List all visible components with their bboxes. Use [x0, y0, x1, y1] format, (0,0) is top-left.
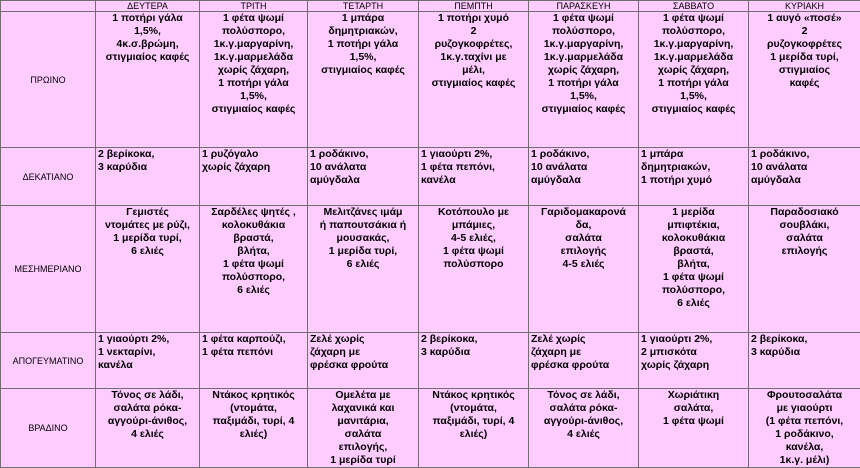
meal-cell: Ντάκος κρητικός (ντομάτα, παξιμάδι, τυρί, 4 ελιές) [200, 389, 308, 468]
meal-row-lunch [1, 206, 860, 333]
meal-cell: Φρουτοσαλάτα με γιαούρτι (1 φέτα πεπόνι, 1 ροδάκινο, κανέλα, 1κ.γ. μέλι) [749, 389, 860, 468]
meal-cell: Ντάκος κρητικός (ντομάτα, παξιμάδι, τυρί, 4 ελιές) [419, 389, 529, 468]
day-header-thursday: ΠΕΜΠΤΗ [419, 1, 529, 12]
meal-cell: 1 φέτα ψωμί πολύσπορο, 1κ.γ.μαργαρίνη, 1κ.γ.μαρμελάδα χωρίς ζάχαρη, 1 ποτήρι γάλα 1,5%, στιγμιαίος καφές [200, 12, 308, 148]
meal-cell: 1 φέτα καρπούζι, 1 φέτα πεπόνι [200, 333, 308, 389]
meal-cell: 1 ροδάκινο, 10 ανάλατα αμύγδαλα [749, 148, 860, 206]
meal-label: ΜΕΣΗΜΕΡΙΑΝΟ [1, 206, 96, 333]
meal-cell: Μελιτζάνες ιμάμ ή παπουτσάκια ή μουσακάς, 1 μερίδα τυρί, 6 ελιές [308, 206, 419, 333]
meal-cell: Ζελέ χωρίς ζάχαρη με φρέσκα φρούτα [529, 333, 639, 389]
meal-label: ΔΕΚΑΤΙΑΝΟ [1, 148, 96, 206]
day-header-monday: ΔΕΥΤΕΡΑ [96, 1, 200, 12]
meal-label: ΑΠΟΓΕΥΜΑΤΙΝΟ [1, 333, 96, 389]
meal-cell: Σαρδέλες ψητές , κολοκυθάκια βραστά, βλήτα, 1 φέτα ψωμί πολύσπορο, 6 ελιές [200, 206, 308, 333]
day-header-wednesday: ΤΕΤΑΡΤΗ [308, 1, 419, 12]
meal-cell: Τόνος σε λάδι, σαλάτα ρόκα- αγγούρι-άνιθος, 4 ελιές [96, 389, 200, 468]
meal-cell: Χωριάτικη σαλάτα, 1 φέτα ψωμί [639, 389, 749, 468]
meal-cell: Κοτόπουλο με μπάμιες, 4-5 ελιές, 1 φέτα ψωμί πολύσπορο [419, 206, 529, 333]
meal-row-snack-afternoon [1, 333, 860, 389]
meal-cell: 1 ποτήρι γάλα 1,5%, 4κ.σ.βρώμη, στιγμιαίος καφές [96, 12, 200, 148]
meal-cell: Ζελέ χωρίς ζάχαρη με φρέσκα φρούτα [308, 333, 419, 389]
meal-cell: 1 ποτήρι χυμό 2 ρυζογκοφρέτες, 1κ.γ.ταχίνι με μέλι, στιγμιαίος καφές [419, 12, 529, 148]
meal-label: ΒΡΑΔΙΝΟ [1, 389, 96, 468]
day-header-tuesday: ΤΡΙΤΗ [200, 1, 308, 12]
meal-cell: Ομελέτα με λαχανικά και μανιτάρια, σαλάτα επιλογής, 1 μερίδα τυρί [308, 389, 419, 468]
meal-cell: 1 φέτα ψωμί πολύσπορο, 1κ.γ.μαργαρίνη, 1κ.γ.μαρμελάδα χωρίς ζάχαρη, 1 ποτήρι γάλα 1,5%, στιγμιαίος καφές [529, 12, 639, 148]
meal-cell: 1 μπάρα δημητριακών, 1 ποτήρι γάλα 1,5%, στιγμιαίος καφές [308, 12, 419, 148]
meal-cell: 1 αυγό «ποσέ» 2 ρυζογκοφρέτες 1 μερίδα τυρί, στιγμιαίος καφές [749, 12, 860, 148]
meal-cell: Τόνος σε λάδι, σαλάτα ρόκα- αγγούρι-άνιθος, 4 ελιές [529, 389, 639, 468]
meal-cell: 1 ροδάκινο, 10 ανάλατα αμύγδαλα [529, 148, 639, 206]
meal-label: ΠΡΩΙΝΟ [1, 12, 96, 148]
meal-cell: 1 γιαούρτι 2%, 1 νεκταρίνι, κανέλα [96, 333, 200, 389]
corner-cell [1, 1, 96, 12]
meal-row-dinner [1, 389, 860, 468]
day-header-sunday: ΚΥΡΙΑΚΗ [749, 1, 860, 12]
meal-row-snack-morning [1, 148, 860, 206]
meal-cell: 1 μερίδα μπιφτέκια, κολοκυθάκια βραστά, βλήτα, 1 φέτα ψωμί πολύσπορο, 6 ελιές [639, 206, 749, 333]
day-header-saturday: ΣΑΒΒΑΤΟ [639, 1, 749, 12]
meal-cell: 2 βερίκοκα, 3 καρύδια [749, 333, 860, 389]
meal-cell: 1 μπάρα δημητριακών, 1 ποτήρι χυμό [639, 148, 749, 206]
meal-cell: 1 γιαούρτι 2%, 1 φέτα πεπόνι, κανέλα [419, 148, 529, 206]
meal-cell: Γεμιστές ντομάτες με ρύζι, 1 μερίδα τυρί, 6 ελιές [96, 206, 200, 333]
meal-cell: 1 ρυζόγαλο χωρίς ζάχαρη [200, 148, 308, 206]
meal-cell: Παραδοσιακό σουβλάκι, σαλάτα επιλογής [749, 206, 860, 333]
meal-cell: 1 γιαούρτι 2%, 2 μπισκότα χωρίς ζάχαρη [639, 333, 749, 389]
meal-cell: 2 βερίκοκα, 3 καρύδια [419, 333, 529, 389]
meal-cell: 1 ροδάκινο, 10 ανάλατα αμύγδαλα [308, 148, 419, 206]
meal-row-breakfast [1, 12, 860, 148]
day-header-friday: ΠΑΡΑΣΚΕΥΗ [529, 1, 639, 12]
meal-cell: 1 φέτα ψωμί πολύσπορο, 1κ.γ.μαργαρίνη, 1κ.γ.μαρμελάδα χωρίς ζάχαρη, 1 ποτήρι γάλα 1,5%, στιγμιαίος καφές [639, 12, 749, 148]
header-row [1, 1, 860, 12]
meal-cell: Γαριδομακαρονά δα, σαλάτα επιλογής 4-5 ελιές [529, 206, 639, 333]
meal-cell: 2 βερίκοκα, 3 καρύδια [96, 148, 200, 206]
